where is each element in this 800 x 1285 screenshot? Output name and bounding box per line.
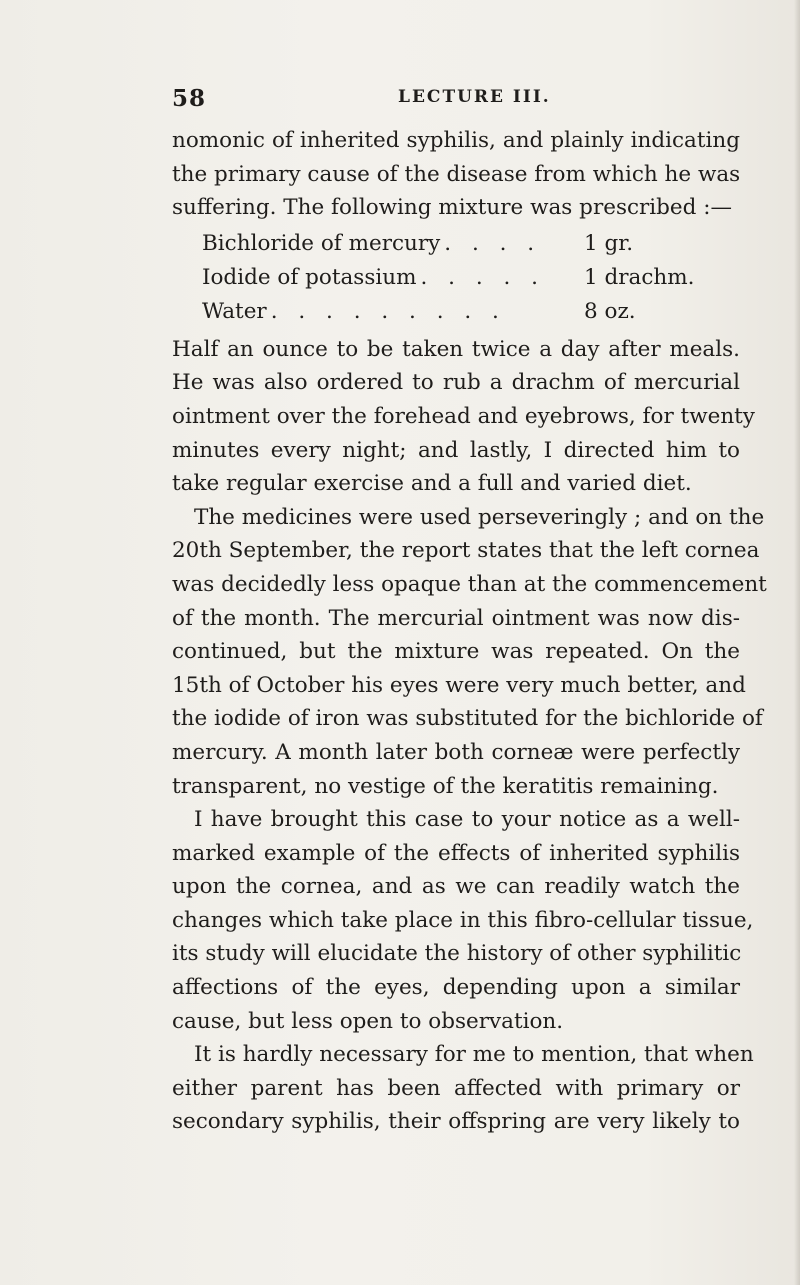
text-line: upon the cornea, and as we can readily watch the — [172, 874, 740, 900]
ingredient-name: Water — [202, 298, 267, 324]
text-line: take regular exercise and a full and varied diet. — [172, 471, 692, 497]
text-line: the primary cause of the disease from which he was — [172, 161, 741, 187]
dot-leader: . . . . — [444, 230, 542, 256]
paragraph — [172, 333, 755, 501]
text-line: ointment over the forehead and eyebrows, for twenty — [172, 403, 755, 429]
text-line: He was also ordered to rub a drachm of mercurial — [172, 370, 740, 396]
text-line: marked example of the effects of inherited syphilis — [172, 840, 740, 866]
prescription-row — [202, 227, 732, 261]
text-line: It is hardly necessary for me to mention, that when — [194, 1042, 754, 1068]
text-line: secondary syphilis, their offspring are very likely to — [172, 1109, 740, 1135]
page-number: 58 — [172, 85, 207, 112]
paragraph — [172, 803, 754, 1038]
text-line: of the month. The mercurial ointment was now dis- — [172, 605, 740, 631]
paragraph — [172, 501, 767, 803]
ingredient-name: Iodide of potassium — [202, 264, 417, 290]
text-line: either parent has been affected with primary or — [172, 1075, 740, 1101]
text-line: changes which take place in this fibro-cellular tissue, — [172, 907, 754, 933]
text-line: transparent, no vestige of the keratitis remaining. — [172, 773, 719, 799]
prescription-table — [202, 227, 732, 329]
ingredient-quantity: 1 drachm. — [584, 264, 695, 290]
text-line: was decidedly less opaque than at the commencement — [172, 571, 767, 597]
text-line: the iodide of iron was substituted for the bichloride of — [172, 706, 763, 732]
text-line: suffering. The following mixture was prescribed :— — [172, 195, 732, 221]
text-line: I have brought this case to your notice as a well- — [194, 807, 740, 833]
text-line: mercury. A month later both corneæ were perfectly — [172, 739, 740, 765]
ingredient-name: Bichloride of mercury — [202, 230, 441, 256]
dot-leader: . . . . . . . . . — [270, 298, 506, 324]
prescription-row — [202, 295, 732, 329]
paragraph — [172, 1038, 754, 1139]
text-line: 15th of October his eyes were very much better, and — [172, 672, 746, 698]
text-line: cause, but less open to observation. — [172, 1008, 564, 1034]
text-line: affections of the eyes, depending upon a similar — [172, 975, 740, 1001]
prescription-row — [202, 261, 732, 295]
body-text — [172, 124, 767, 1139]
text-line: 20th September, the report states that the left cornea — [172, 538, 760, 564]
page-edge-shadow — [794, 0, 800, 1285]
ingredient-quantity: 8 oz. — [584, 298, 636, 324]
dot-leader: . . . . . — [420, 264, 545, 290]
text-line: continued, but the mixture was repeated. On the — [172, 639, 740, 665]
text-line: Half an ounce to be taken twice a day after meals. — [172, 336, 740, 362]
paragraph-continued — [172, 124, 740, 225]
running-head — [172, 85, 732, 115]
text-line: nomonic of inherited syphilis, and plainly indicating — [172, 128, 740, 153]
running-title: LECTURE III. — [398, 87, 551, 107]
ingredient-quantity: 1 gr. — [584, 230, 634, 256]
text-line: minutes every night; and lastly, I directed him to — [172, 437, 740, 463]
text-line: its study will elucidate the history of other syphilitic — [172, 941, 742, 967]
text-line: The medicines were used perseveringly ; and on the — [194, 504, 765, 530]
